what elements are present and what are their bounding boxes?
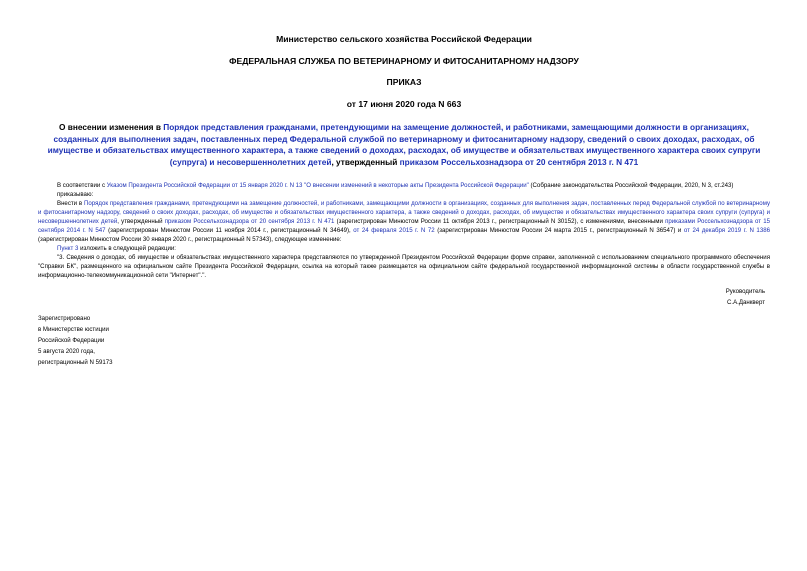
p3-f: (зарегистрирован Минюстом России 30 января 2020 г., регистрационный N 57343), следующее изменение: xyxy=(38,236,342,244)
reg-line-5: регистрационный N 59173 xyxy=(38,359,113,367)
order-72-link[interactable]: от 24 февраля 2015 г. N 72 xyxy=(353,227,435,235)
reg-line-4: 5 августа 2020 года, xyxy=(38,348,95,356)
service-name: ФЕДЕРАЛЬНАЯ СЛУЖБА ПО ВЕТЕРИНАРНОМУ И ФИТОСАНИТАРНОМУ НАДЗОРУ xyxy=(229,56,579,66)
p4-b: изложить в следующей редакции: xyxy=(78,245,176,253)
point-3-link[interactable]: Пункт 3 xyxy=(57,245,79,253)
order-471-link[interactable]: приказом Россельхознадзора от 20 сентября 2013 г. N 471 xyxy=(399,156,639,167)
signature-block xyxy=(38,286,770,308)
document-page xyxy=(38,34,770,368)
paragraph-order-word: приказываю: xyxy=(57,191,94,199)
p3-c: (зарегистрирован Минюстом России 11 октября 2013 г., регистрационный N 30152), с изменениями, внесенными xyxy=(334,218,666,226)
title-prefix: О внесении изменения в xyxy=(59,122,164,132)
p1-tail: (Собрание законодательства Российской Федерации, 2020, N 3, ст.243) xyxy=(528,182,734,190)
order-471-body-link[interactable]: приказом Россельхознадзора от 20 сентября 2013 г. N 471 xyxy=(164,218,335,226)
doc-type: ПРИКАЗ xyxy=(386,77,422,87)
p3-e: (зарегистрирован Минюстом России 24 марта 2015 г., регистрационный N 36547) и xyxy=(434,227,684,235)
reg-line-1: Зарегистрировано xyxy=(38,315,91,323)
paragraph-point3 xyxy=(38,244,770,253)
order-1386-link[interactable]: от 24 декабря 2019 г. N 1386 xyxy=(683,227,770,235)
p3-b: , утвержденный xyxy=(117,218,165,226)
p1-text: В соответствии с xyxy=(57,182,107,190)
procedure-link[interactable]: Порядок представления гражданами, претендующими на замещение должностей, и работниками, замещающими должности в организациях, созданных для выполнения задач, поставленных перед Федеральной службой по ветеринарному и фитосанитарному надзору, сведений о своих доходах, расходах, об имуществе и обязательствах имущественного характера, а также сведений о доходах, расходах, об имуществе и обязательствах имущественного характера своих супруги (супруга) и несовершеннолетних детей xyxy=(47,122,761,167)
doc-title xyxy=(38,122,770,168)
reg-line-2: в Министерстве юстиции xyxy=(38,326,109,334)
ministry-name: Министерство сельского хозяйства Российской Федерации xyxy=(276,34,532,44)
paragraph-amend xyxy=(38,199,770,244)
p3-a: Внести в xyxy=(57,200,85,208)
doc-body xyxy=(38,181,770,280)
registration-block xyxy=(38,313,770,368)
decree-13-link[interactable]: Указом Президента Российской Федерации от 15 января 2020 г. N 13 "О внесении изменений в некоторые акты Президента Российской Федерации" xyxy=(106,182,529,190)
signer-role: Руководитель xyxy=(725,288,765,296)
reg-line-3: Российской Федерации xyxy=(38,337,105,345)
paragraph-new-text: "3. Сведения о доходах, об имуществе и обязательствах имущественного характера представляются по утвержденной Президентом Российской Федерации форме справки, заполненной с использованием специального программного обеспечения "Справки БК", размещенного на официальном сайте Президента Российской Федерации, ссылка на который также размещается на официальном сайте федеральной государственной информационной системы в области государственной службы в информационно-телекоммуникационной сети "Интернет".". xyxy=(38,254,770,280)
p3-d: (зарегистрирован Минюстом России 11 ноября 2014 г., регистрационный N 34649), xyxy=(105,227,354,235)
paragraph-basis xyxy=(38,181,770,190)
title-middle: , утвержденный xyxy=(331,156,400,167)
order-547-link[interactable]: приказами Россельхознадзора от 15 сентября 2014 г. N 547 xyxy=(38,218,770,235)
procedure-body-link[interactable]: Порядок представления гражданами, претендующими на замещение должностей, и работниками, замещающими должности в организациях, созданных для выполнения задач, поставленных перед Федеральной службой по ветеринарному и фитосанитарному надзору, сведений о своих доходах, расходах, об имуществе и обязательствах имущественного характера, а также сведений о доходах, расходах, об имуществе и обязательствах имущественного характера своих супруги (супруга) и несовершеннолетних детей xyxy=(38,200,770,226)
doc-date-number: от 17 июня 2020 года N 663 xyxy=(346,99,462,109)
signer-name: С.А.Данкверт xyxy=(726,299,765,307)
